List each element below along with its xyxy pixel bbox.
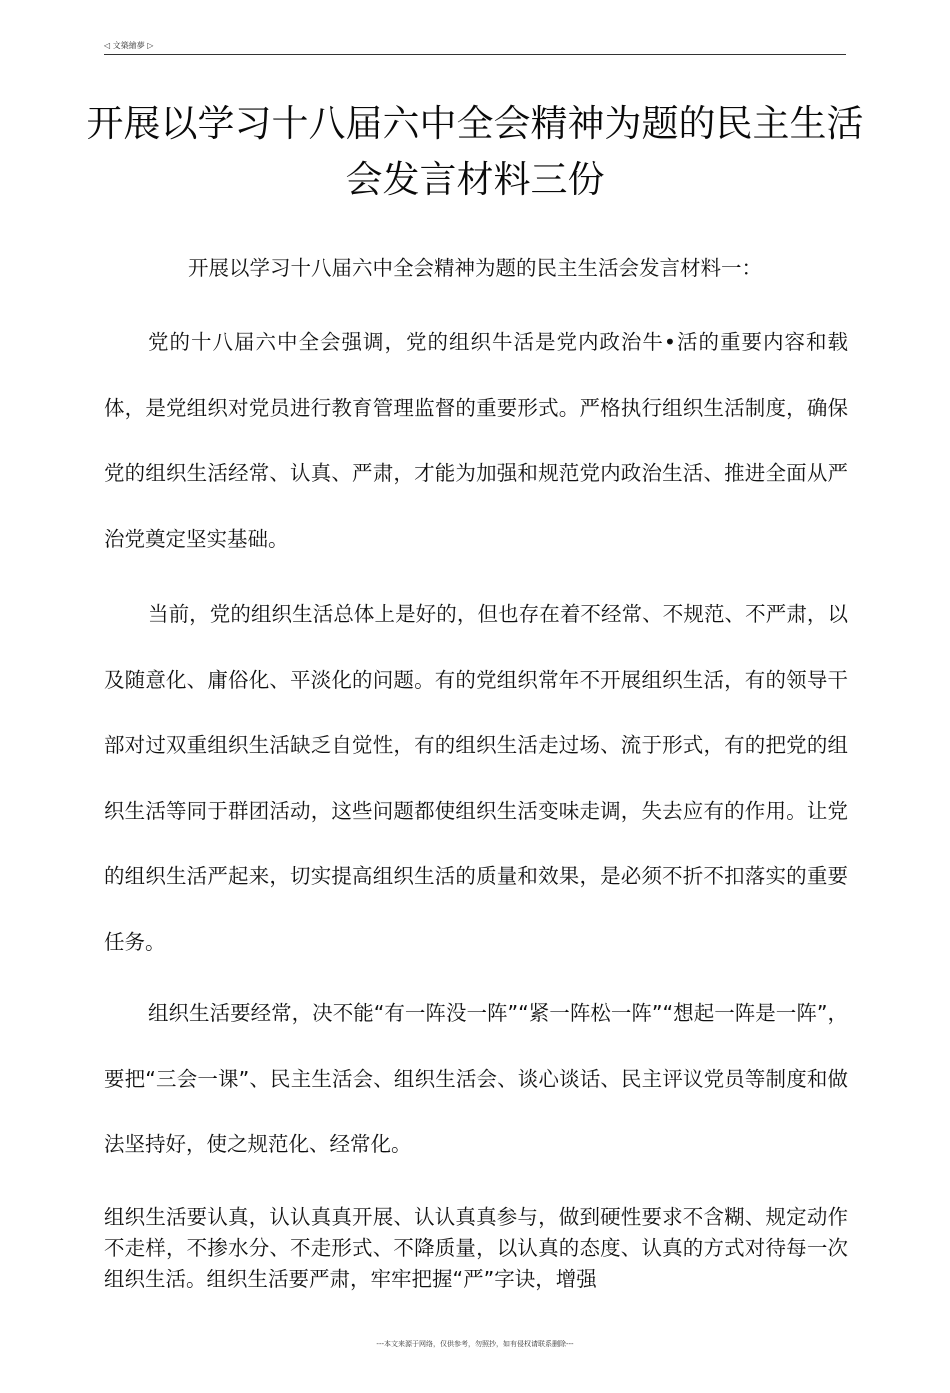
header-logo-text: ◁ 文築繪夢 ▷ (104, 41, 154, 50)
body-paragraph: 组织生活要经常，决不能“有一阵没一阵”“紧一阵松一阵”“想起一阵是一阵”，要把“三会一课”、民主生活会、组织生活会、谈心谈话、民主评议党员等制度和做法坚持好，使之规范化、经常化。 (104, 1001, 848, 1156)
document-title: 开展以学习十八届六中全会精神为题的民主生活会发言材料三份 (86, 102, 864, 201)
body-paragraph: 组织生活要认真，认认真真开展、认认真真参与，做到硬性要求不含糊、规定动作不走样，不掺水分、不走形式、不降质量，以认真的态度、认真的方式对待每一次组织生活。组织生活要严肃，牢牢把握“严”字诀，增强 (104, 1205, 848, 1291)
page-header (104, 40, 846, 55)
body-paragraph: 党的十八届六中全会强调，党的组织牛活是党内政治牛•活的重要内容和载体，是党组织对党员进行教育管理监督的重要形式。严格执行组织生活制度，确保党的组织生活经常、认真、严肃，才能为加强和规范党内政治生活、推进全面从严治党奠定坚实基础。 (104, 330, 848, 551)
body-paragraph: 当前，党的组织生活总体上是好的，但也存在着不经常、不规范、不严肃，以及随意化、庸俗化、平淡化的问题。有的党组织常年不开展组织生活，有的领导干部对过双重组织生活缺乏自觉性，有的组织生活走过场、流于形式，有的把党的组织生活等同于群团活动，这些问题都使组织生活变味走调，失去应有的作用。让党的组织生活严起来，切实提高组织生活的质量和效果，是必须不折不扣落实的重要任务。 (104, 602, 848, 954)
page-footer: ---本文来源于网络，仅供参考，勿照抄，如有侵权请联系删除--- (376, 1340, 574, 1348)
document-subtitle: 开展以学习十八届六中全会精神为题的民主生活会发言材料一： (188, 256, 762, 280)
